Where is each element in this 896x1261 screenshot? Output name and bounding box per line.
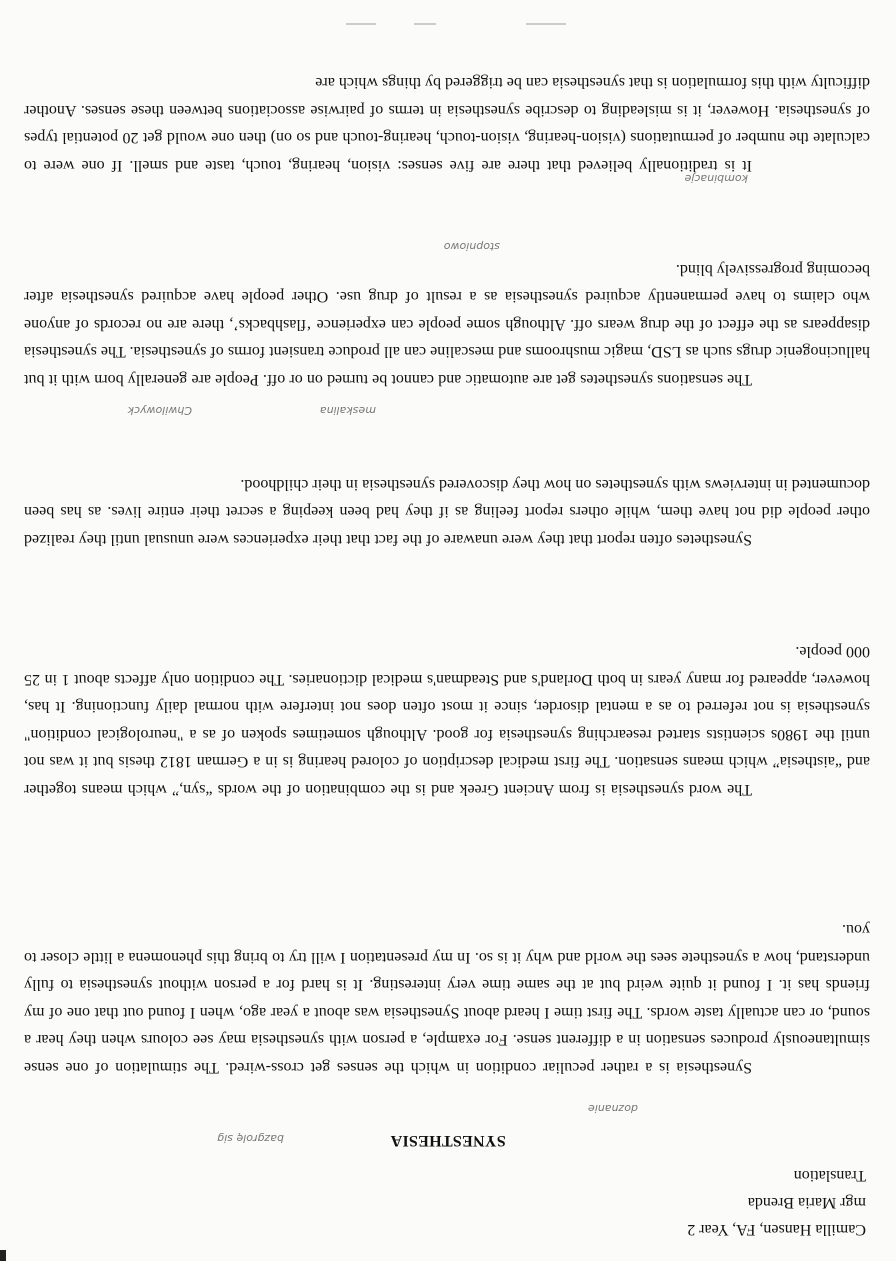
handwritten-note: doznanie: [588, 1102, 638, 1115]
teacher-line: mgr Maria Brenda: [747, 1194, 866, 1211]
paragraph-causes: The sensations synesthetes get are automatic and cannot be turned on or off. People are generally born with it but hallucinogenic drugs such as LSD, magic mushrooms and mescaline can all produce transient forms of synesthesia. The synesthesia disappears as the effect of the drug wears off. Although some people can experience ‘flashbacks’, there are no records of anyone who claims to have permanently acquired synesthesia as a result of drug use. Other people have acquired synesthesia after becoming progressively blind.: [24, 260, 870, 388]
author-line: Camilla Hansen, FA, Year 2: [687, 1221, 866, 1238]
paragraph-senses: It is traditionally believed that there are five senses: vision, hearing, touch, taste and smell. If one were to calculate the number of permutations (vision-hearing, vision-touch, hearing-touch and so on) then one would get 20 potential types of synesthesia. However, it is misleading to describe synesthesia in terms of pairwise associations between these senses. Another difficulty with this formulation is that synesthesia can be triggered by things which are: [24, 74, 870, 174]
paragraph-introduction: Synesthesia is a rather peculiar condition in which the senses get cross-wired. The stimulation of one sense simultaneously produces sensation in a different sense. For example, a person with synesthesia may see colours when they hear a sound, or can actually taste words. The first time I heard about Synesthesia was about a year ago, when I found out that one of my friends has it. I found it quite weird but at the same time very interesting. It is hard for a person without synesthesia to fully understand, how a synesthete sees the world and why it is so. In my presentation I will try to bring this phenomena a little closer to you.: [24, 921, 870, 1076]
document-title: SYNESTHESIA: [390, 1132, 506, 1149]
paragraph-experiences: Synesthetes often report that they were unaware of the fact that their experiences were unusual until they realized other people did not have them, while others report feeling as if they had been keeping a secret their entire lives. as has been documented in interviews with synesthetes on how they discovered synesthesia in their childhood.: [24, 475, 870, 548]
course-line: Translation: [793, 1167, 866, 1184]
scan-corner-mark: [0, 1250, 6, 1261]
handwritten-note: kombinacje: [684, 172, 748, 185]
handwritten-note: stopniowo: [443, 240, 500, 253]
document-header: [687, 1162, 866, 1243]
handwritten-note: bazgrolę sig: [217, 1132, 284, 1145]
scan-speckle: [0, 21, 896, 25]
paragraph-etymology: The word synesthesia is from Ancient Greek and is the combination of the words “syn,” which means together and “aisthesia” which means sensation. The first medical description of colored hearing is in a German 1812 thesis but it was not until the 1980s scientists started researching synesthesia for good. Although sometimes spoken of as a "neurological condition" synesthesia is not referred to as a mental disorder, since it most often does not interfere with normal daily functioning. It has, however, appeared for many years in both Dorland's and Steadman's medical dictionaries. The condition only affects about 1 in 25 000 people.: [24, 643, 870, 798]
handwritten-note: meskalina: [319, 404, 376, 417]
handwritten-note: Chwilowyck: [127, 404, 192, 417]
